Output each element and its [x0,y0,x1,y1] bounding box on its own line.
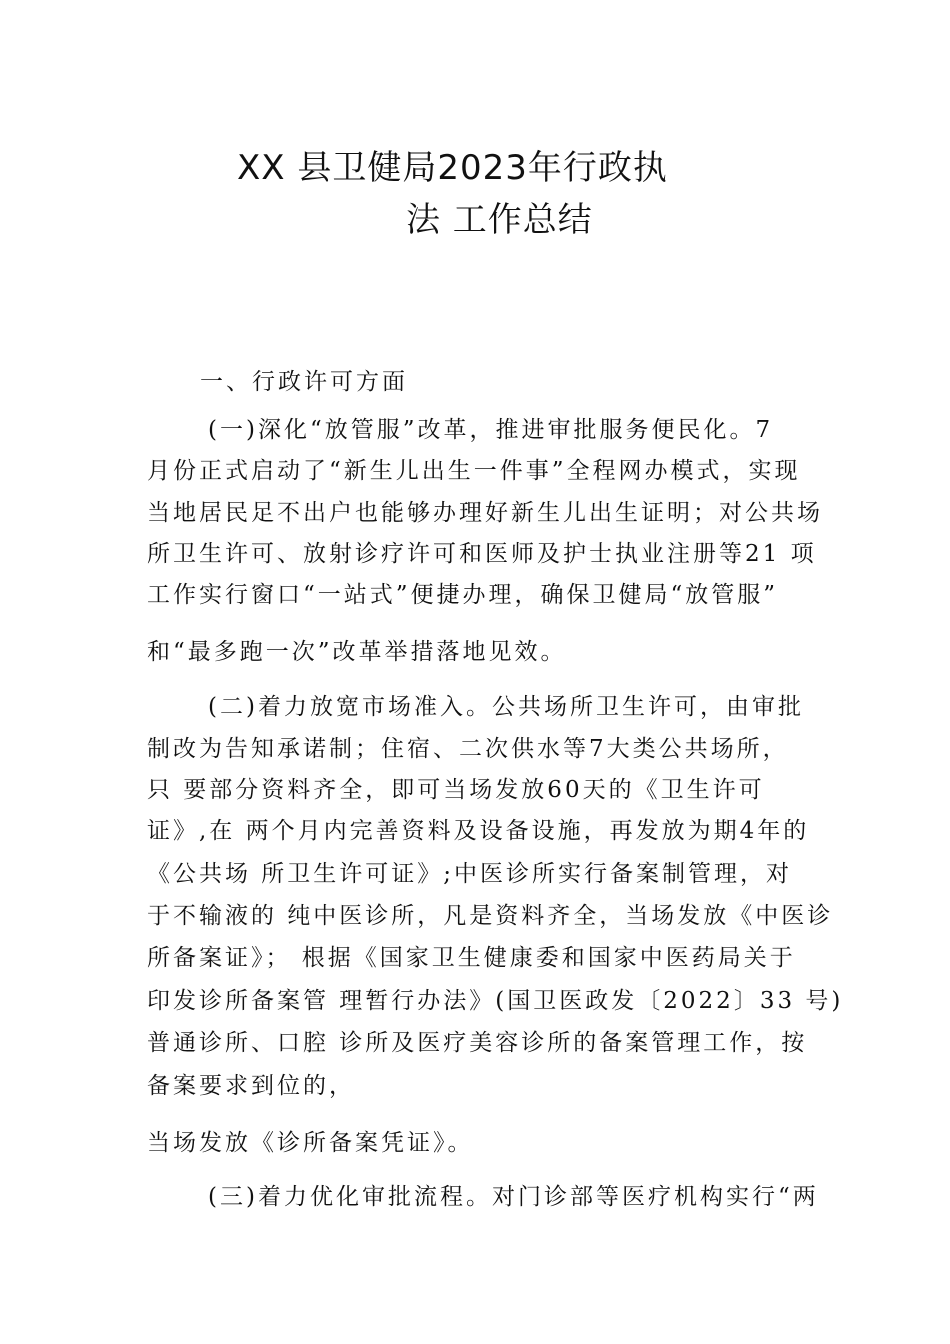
paragraph-line: 和“最多跑一次”改革举措落地见效。 [147,639,567,665]
paragraph-line: 所备案证》； 根据《国家卫生健康委和国家中医药局关于 [147,945,796,971]
paragraph-line: 《公共场 所卫生许可证》;中医诊所实行备案制管理，对 [147,861,793,887]
paragraph-line: 制改为告知承诺制；住宿、二次供水等7大类公共场所， [147,736,789,762]
paragraph-line: 月份正式启动了“新生儿出生一件事”全程网办模式，实现 [147,458,801,484]
paragraph-line: 工作实行窗口“一站式”便捷办理，确保卫健局“放管服” [147,582,779,608]
paragraph-line: (一)深化“放管服”改革，推进审批服务便民化。7 [208,417,774,443]
paragraph-line: 所卫生许可、放射诊疗许可和医师及护士执业注册等21 项 [147,541,817,567]
paragraph-line: 印发诊所备案管 理暂行办法》(国卫医政发〔2022〕33 号) [147,988,844,1014]
document-title-line-2: 法 工作总结 [406,200,593,240]
document-title-line-1: XX 县卫健局2023年行政执 [237,148,668,188]
paragraph-line: 于不输液的 纯中医诊所，凡是资料齐全，当场发放《中医诊 [147,903,834,929]
section-heading: 一、行政许可方面 [200,369,408,395]
paragraph-line: 普通诊所、口腔 诊所及医疗美容诊所的备案管理工作，按 [147,1030,808,1056]
paragraph-line: 证》,在 两个月内完善资料及设备设施，再发放为期4年的 [147,818,810,844]
paragraph-line: 只 要部分资料齐全，即可当场发放60天的《卫生许可 [147,777,765,803]
paragraph-line: 当地居民足不出户也能够办理好新生儿出生证明；对公共场 [147,500,823,526]
paragraph-line: (二)着力放宽市场准入。公共场所卫生许可，由审批 [208,694,804,720]
paragraph-line: 备案要求到位的， [147,1073,355,1099]
paragraph-line: 当场发放《诊所备案凭证》。 [147,1130,474,1156]
paragraph-line: (三)着力优化审批流程。对门诊部等医疗机构实行“两 [208,1184,819,1210]
